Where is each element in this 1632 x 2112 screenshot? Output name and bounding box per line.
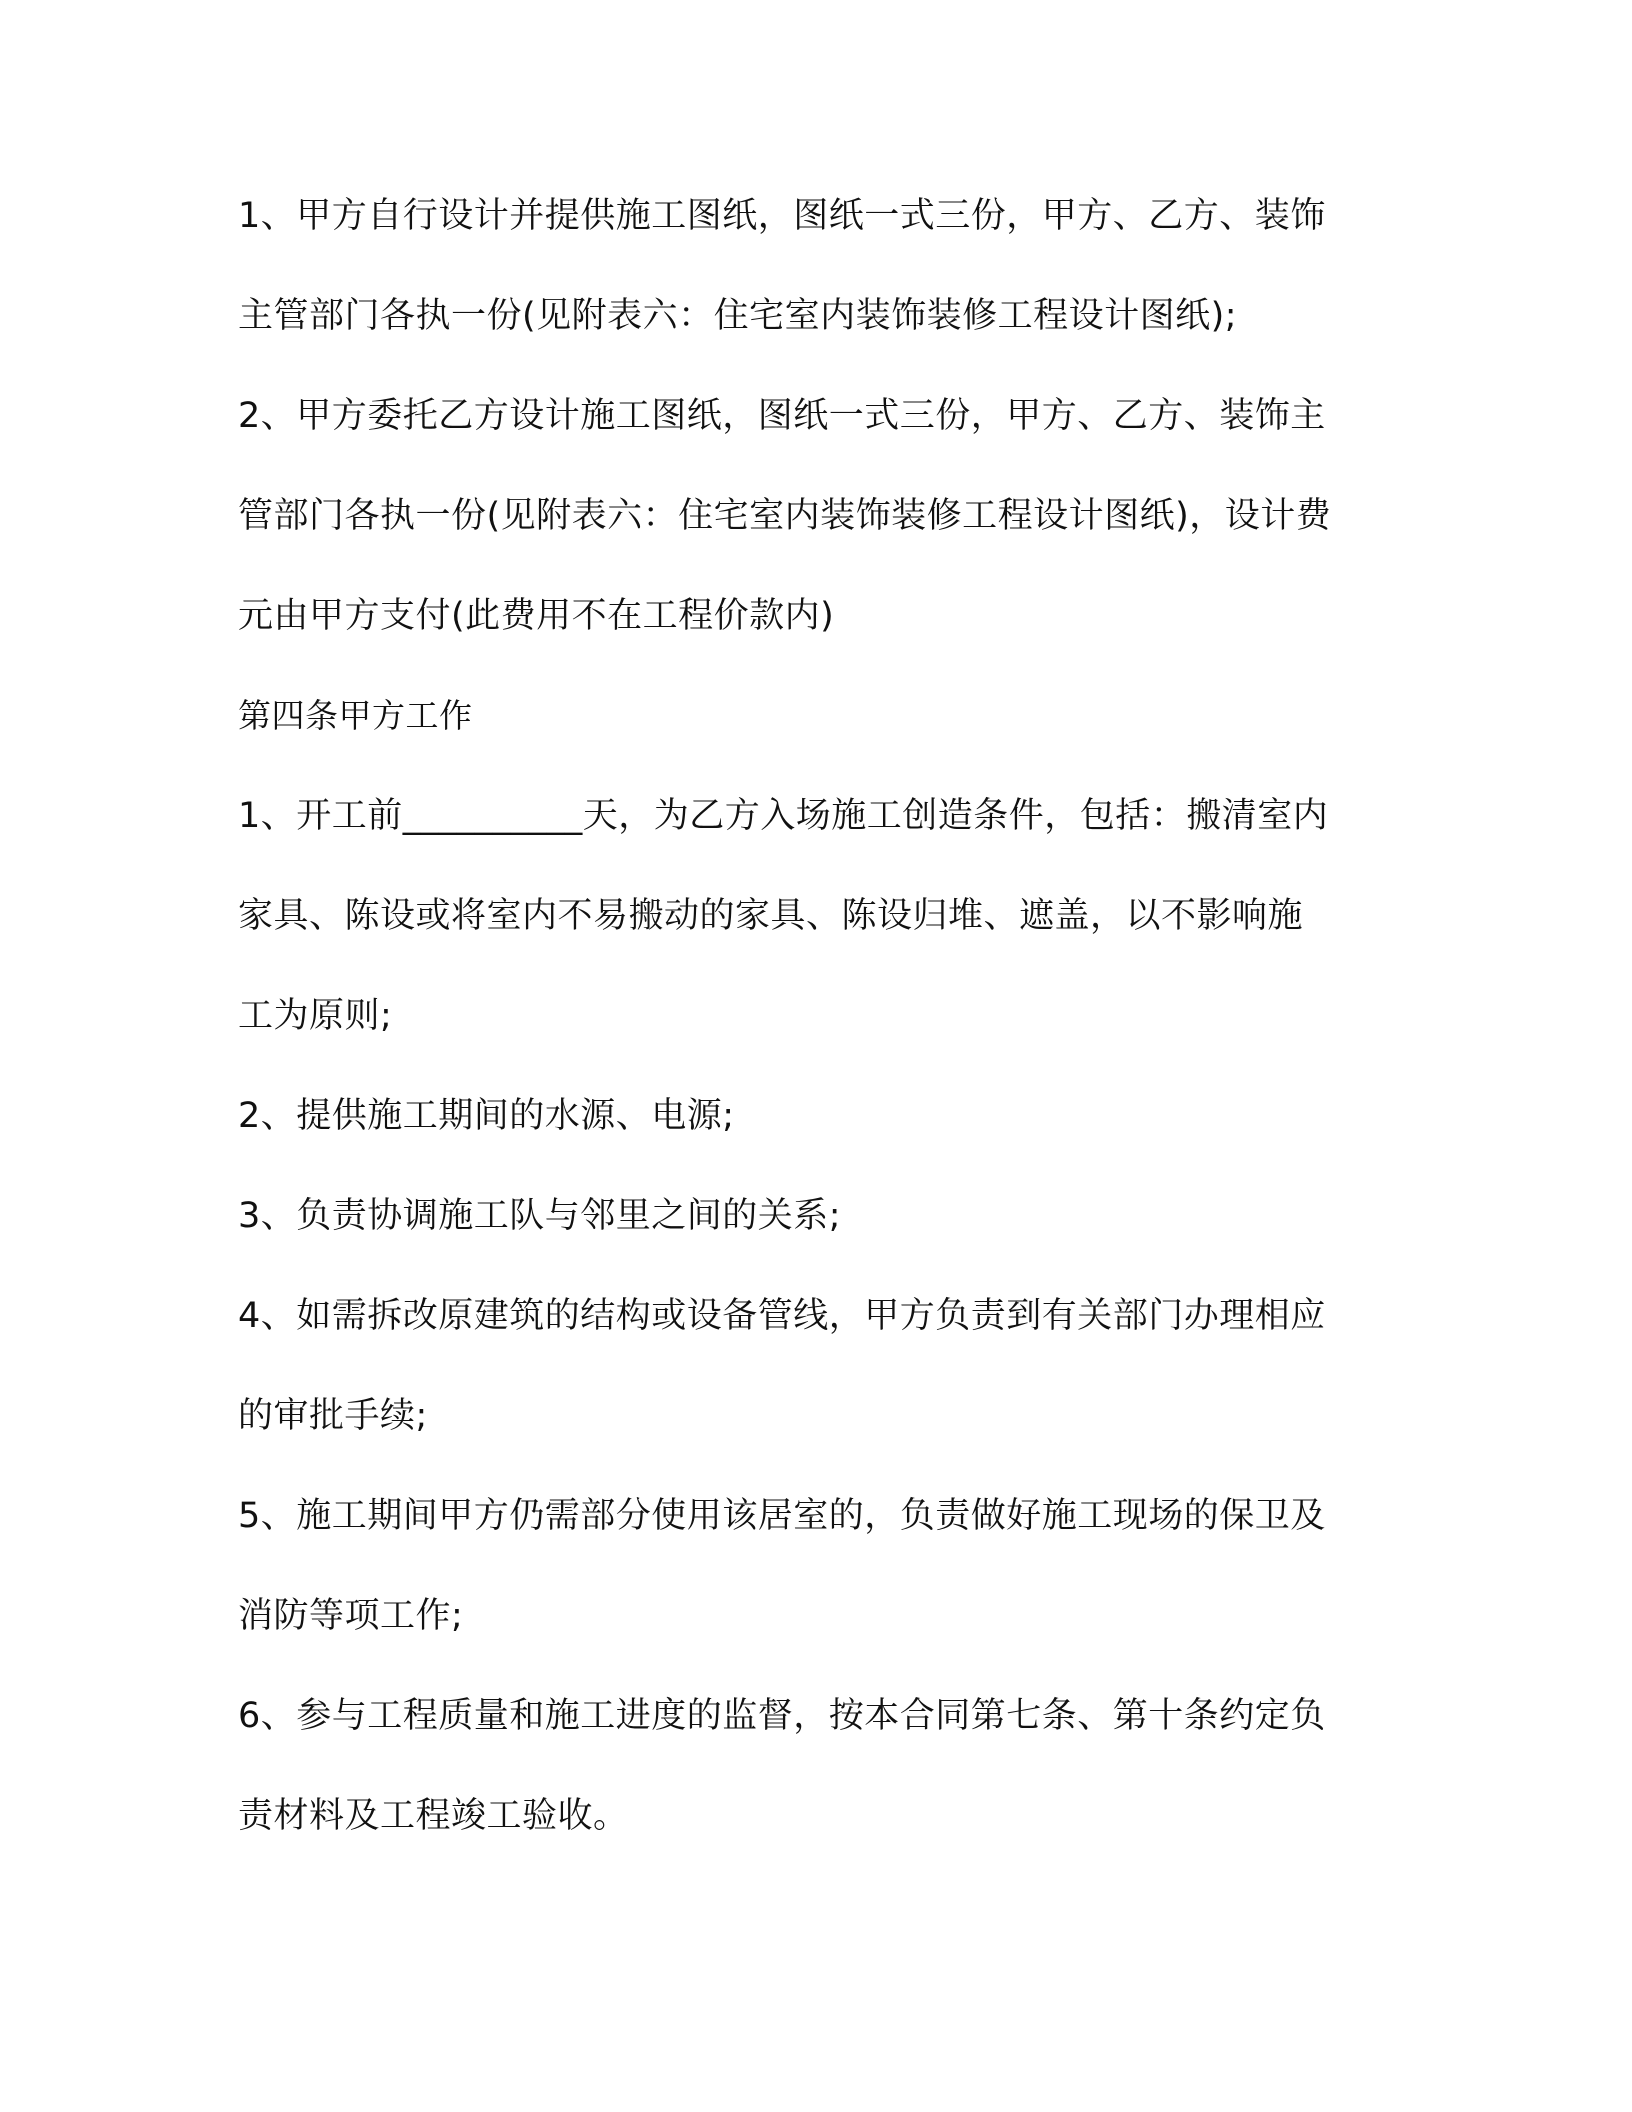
text-line: 6、参与工程质量和施工进度的监督，按本合同第七条、第十条约定负 <box>238 1696 1326 1736</box>
text-line: 5、施工期间甲方仍需部分使用该居室的，负责做好施工现场的保卫及 <box>238 1496 1326 1536</box>
text-line: 4、如需拆改原建筑的结构或设备管线，甲方负责到有关部门办理相应 <box>238 1296 1326 1336</box>
text-line: 3、负责协调施工队与邻里之间的关系; <box>238 1196 842 1236</box>
text-line: 管部门各执一份(见附表六：住宅室内装饰装修工程设计图纸)，设计费 <box>238 496 1332 536</box>
text-line: 家具、陈设或将室内不易搬动的家具、陈设归堆、遮盖，以不影响施 <box>238 896 1304 936</box>
section-heading: 第四条甲方工作 <box>238 696 473 735</box>
text-line: 元由甲方支付(此费用不在工程价款内) <box>238 596 835 636</box>
text-line: 2、提供施工期间的水源、电源; <box>238 1096 735 1136</box>
text-line: 1、开工前__________天，为乙方入场施工创造条件，包括：搬清室内 <box>238 796 1329 836</box>
text-line: 的审批手续; <box>238 1396 428 1436</box>
text-line: 工为原则; <box>238 996 393 1036</box>
text-line: 1、甲方自行设计并提供施工图纸，图纸一式三份，甲方、乙方、装饰 <box>238 196 1326 236</box>
text-line: 责材料及工程竣工验收。 <box>238 1796 629 1836</box>
text-line: 2、甲方委托乙方设计施工图纸，图纸一式三份，甲方、乙方、装饰主 <box>238 396 1326 436</box>
text-line: 消防等项工作; <box>238 1596 464 1636</box>
text-line: 主管部门各执一份(见附表六：住宅室内装饰装修工程设计图纸); <box>238 296 1238 336</box>
